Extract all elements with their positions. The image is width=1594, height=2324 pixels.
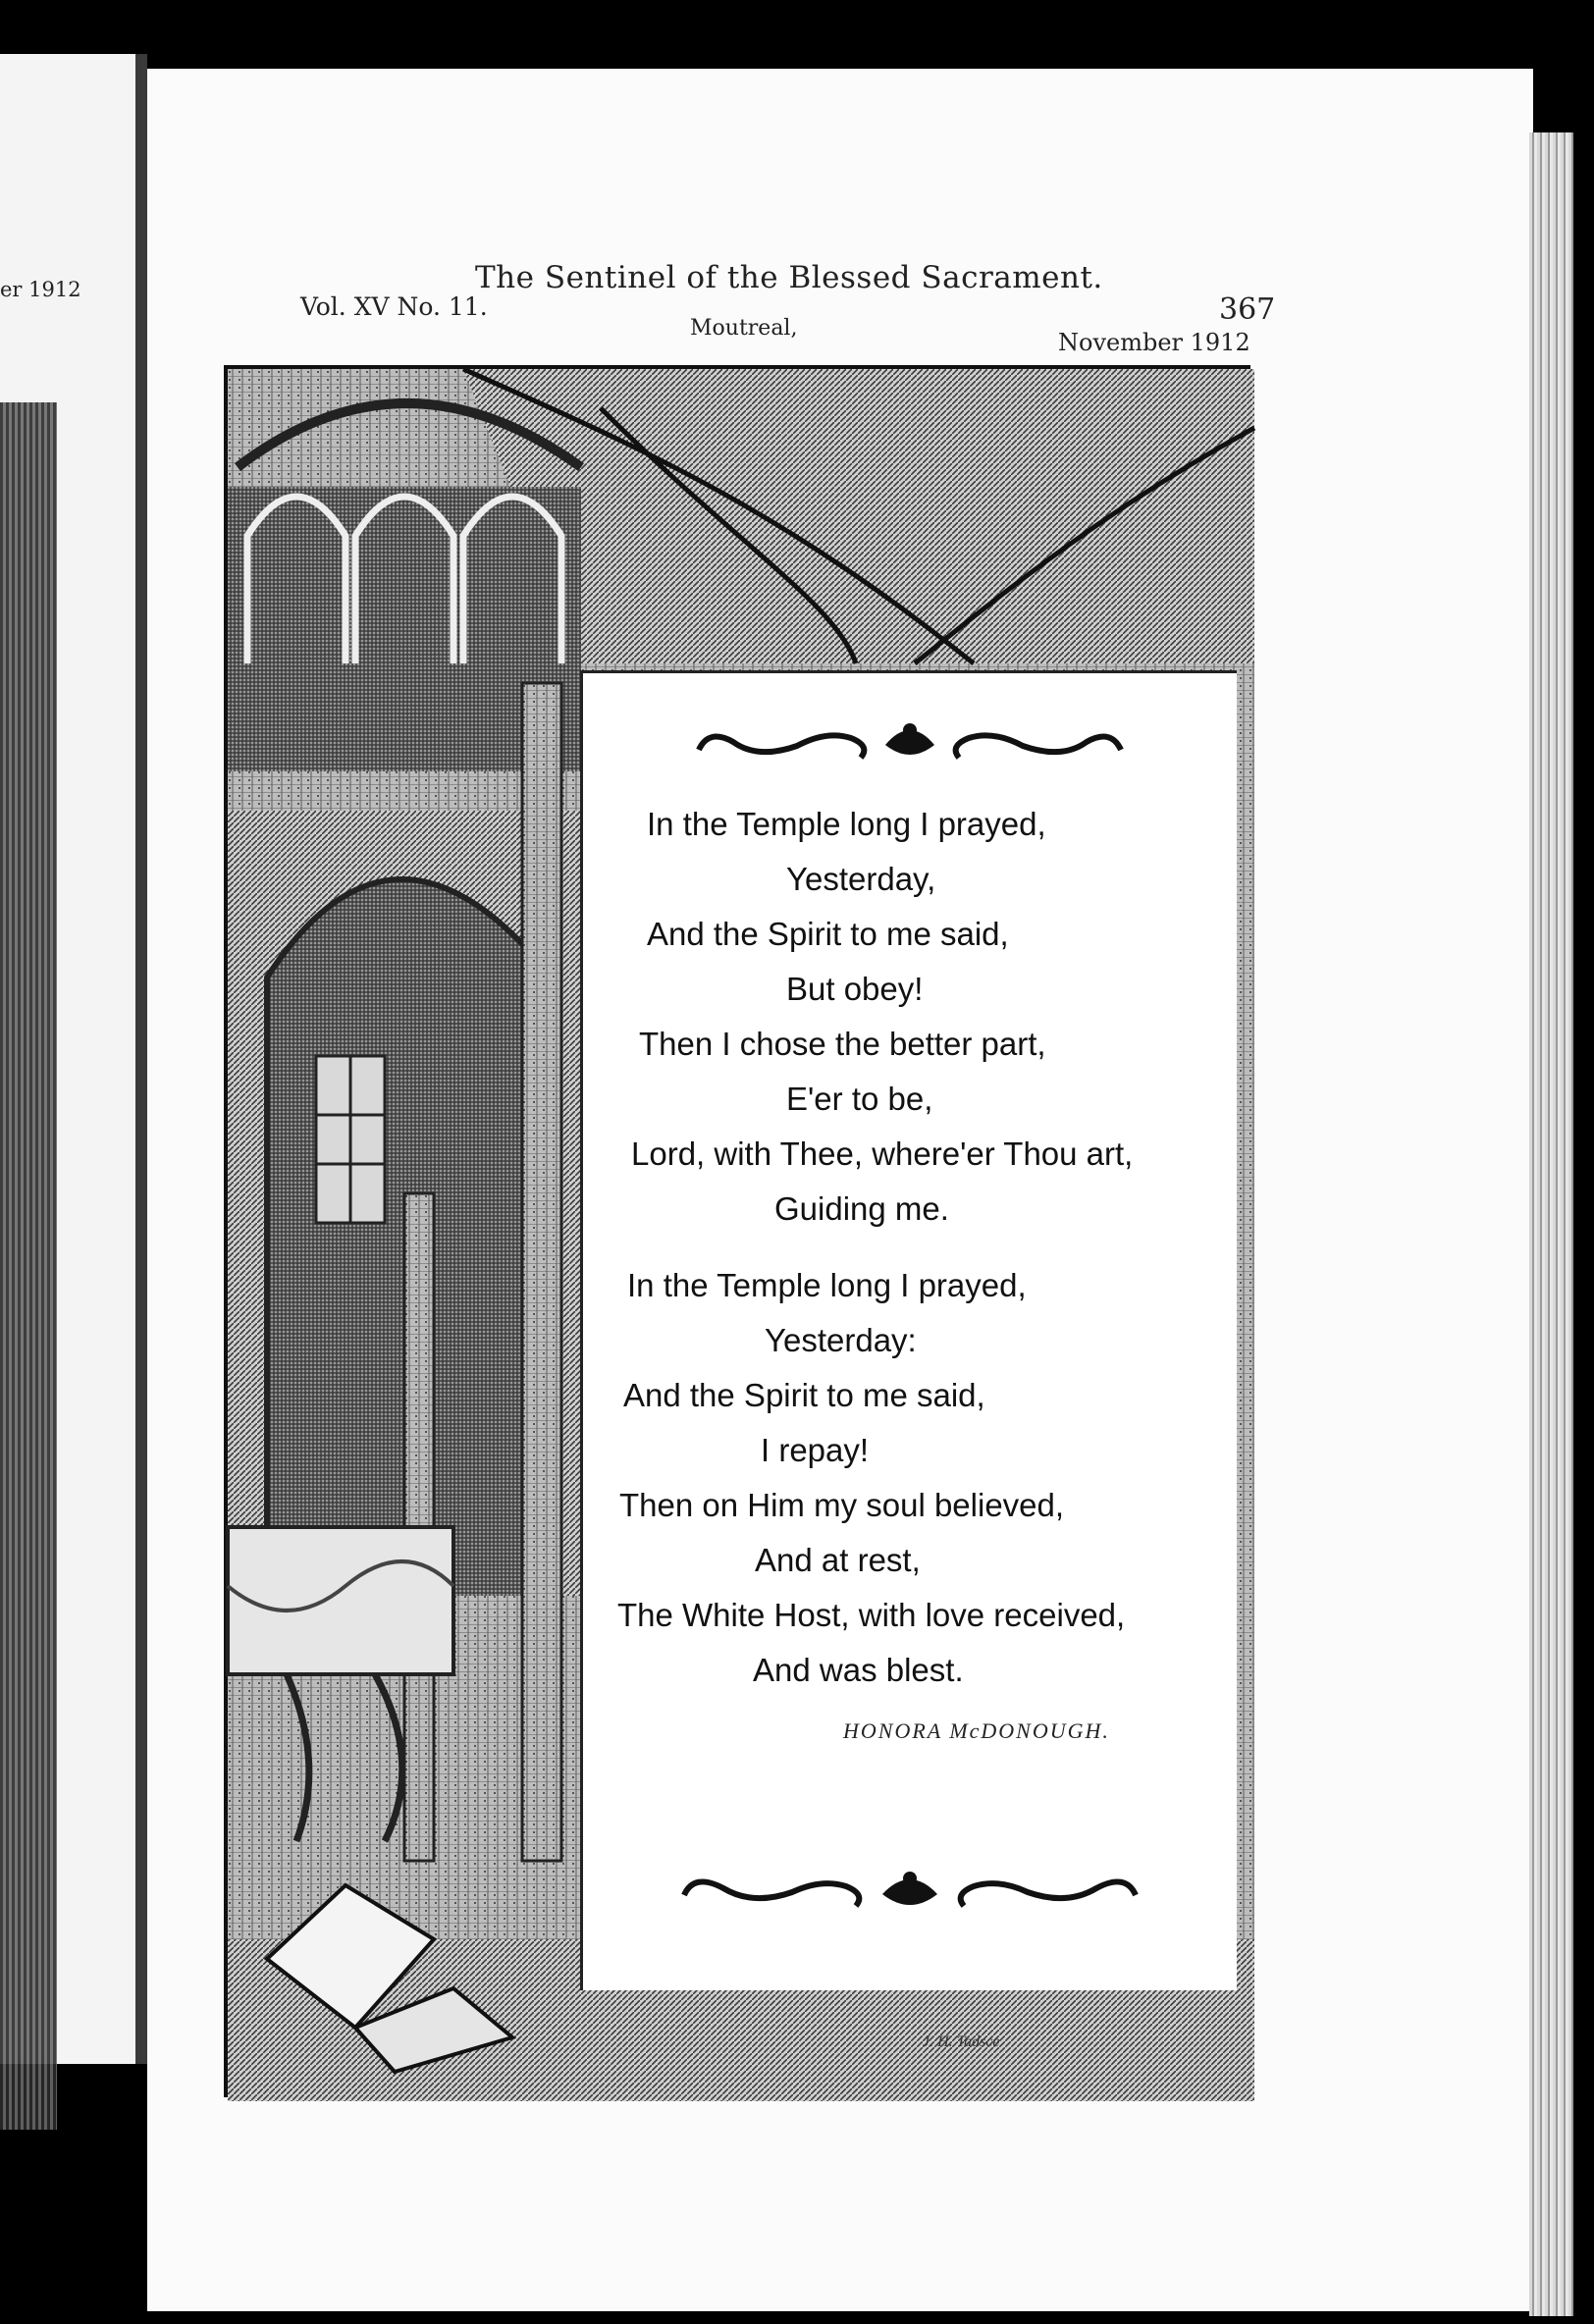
page-number: 367 [1219,292,1276,327]
poem-author: HONORA McDONOUGH. [843,1718,1110,1743]
poem-line: The White Host, with love received, [617,1597,1126,1633]
poem-line: And was blest. [753,1652,964,1688]
poem-line: E'er to be, [786,1081,933,1117]
previous-page-edge [135,54,147,2064]
poem-line: But obey! [786,971,924,1007]
poem-line: And the Spirit to me said, [647,916,1009,952]
publication-city: Moutreal, [690,316,798,341]
poem-line: I repay! [761,1432,870,1468]
poem-line: Lord, with Thee, where'er Thou art, [631,1136,1134,1172]
previous-page-date: er 1912 [0,278,81,301]
previous-page-illustration [0,402,57,2130]
poem-line: And the Spirit to me said, [623,1377,985,1413]
volume-number: Vol. XV No. 11. [300,292,488,321]
poem-card [580,670,1237,1990]
poem-line: Yesterday: [765,1322,917,1358]
journal-title: The Sentinel of the Blessed Sacrament. [475,260,1103,295]
poem-line: In the Temple long I prayed, [627,1267,1027,1303]
bottom-flourish [583,1861,1237,1939]
top-flourish [583,711,1237,789]
poem-line: And at rest, [755,1542,921,1578]
page-stack-edge [1529,132,1573,2316]
poem-line: Yesterday, [786,861,936,897]
artist-signature: J. H. Tadsce [923,2034,1000,2050]
previous-page [0,54,147,2064]
poem-line: Then I chose the better part, [639,1026,1046,1062]
poem-line: In the Temple long I prayed, [647,806,1046,842]
poem-line: Then on Him my soul believed, [619,1487,1065,1523]
poem-line: Guiding me. [774,1190,949,1227]
issue-date: November 1912 [1058,329,1250,356]
